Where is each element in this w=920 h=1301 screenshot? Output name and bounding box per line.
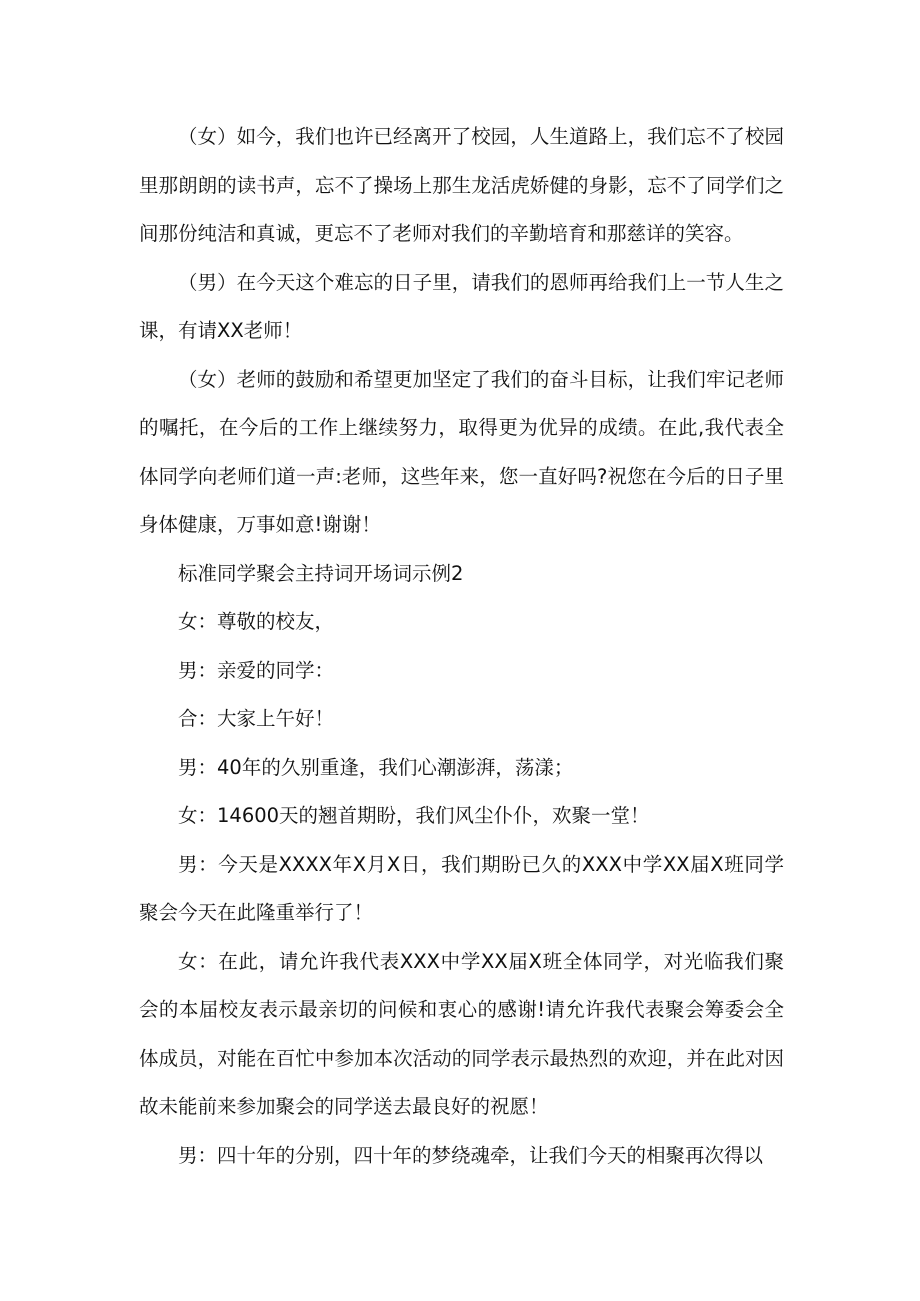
- paragraph-female-14600-days: 女：14600天的翘首期盼，我们风尘仆仆，欢聚一堂！: [178, 804, 650, 827]
- paragraph-male-host-invite-teacher: （男）在今天这个难忘的日子里，请我们的恩师再给我们上一节人生之课，有请XX老师！: [139, 270, 784, 342]
- paragraph-female-host-thanks-teachers: （女）老师的鼓励和希望更加坚定了我们的奋斗目标，让我们牢记老师的嘱托，在今后的工作上继续努力，取得更为优异的成绩。在此,我代表全体同学向老师们道一声:老师，这些年来，您一直好吗?祝您在今后的日子里身体健康，万事如意!谢谢！: [139, 367, 784, 536]
- paragraph-greeting-alumni: 女：尊敬的校友，: [178, 610, 335, 633]
- paragraph-male-reunion-date: 男：今天是XXXX年X月X日，我们期盼已久的XXX中学XX届X班同学聚会今天在此隆重举行了！: [139, 852, 784, 924]
- document-body: [139, 113, 784, 1180]
- paragraph-greeting-together: 合：大家上午好！: [178, 707, 335, 730]
- paragraph-female-welcome: 女：在此，请允许我代表XXX中学XX届X班全体同学，对光临我们聚会的本届校友表示最亲切的问候和衷心的感谢!请允许我代表聚会筹委会全体成员，对能在百忙中参加本次活动的同学表示最热烈的欢迎，并在此对因故未能前来参加聚会的同学送去最良好的祝愿！: [139, 949, 784, 1118]
- paragraph-greeting-classmates: 男：亲爱的同学：: [178, 658, 335, 682]
- paragraph-male-forty-years-apart: 男：四十年的分别，四十年的梦绕魂牵，让我们今天的相聚再次得以: [178, 1143, 764, 1167]
- paragraph-female-host-campus-memories: （女）如今，我们也许已经离开了校园，人生道路上，我们忘不了校园里那朗朗的读书声，忘不了操场上那生龙活虎娇健的身影，忘不了同学们之间那份纯洁和真诚，更忘不了老师对我们的辛勤培育和那慈详的笑容。: [139, 125, 784, 245]
- section-heading-example-2: 标准同学聚会主持词开场词示例2: [178, 561, 464, 585]
- paragraph-male-40-years: 男：40年的久别重逢，我们心潮澎湃，荡漾；: [178, 755, 574, 779]
